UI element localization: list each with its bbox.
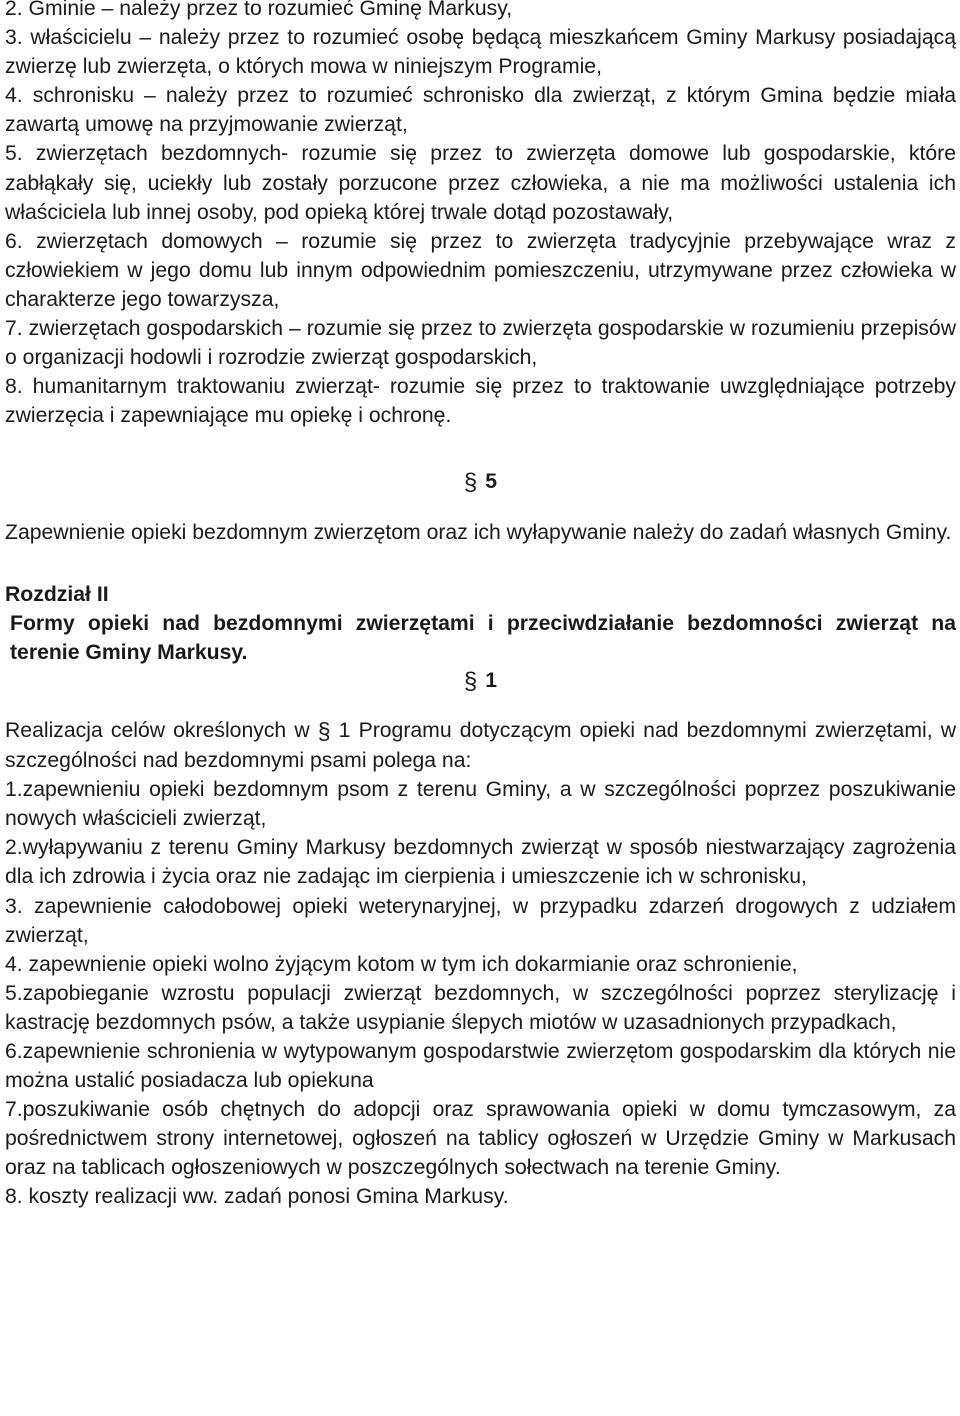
intro-text-after: 1 Programu dotyczącym opieki nad bezdomnymi zwierzętami, w szczególności nad bezdomnymi psami polega na:	[5, 718, 956, 773]
list-item: 3. zapewnienie całodobowej opieki weterynaryjnej, w przypadku zdarzeń drogowych z udziałem zwierząt,	[5, 894, 956, 947]
list-item: 5.zapobieganie wzrostu populacji zwierząt bezdomnych, w szczególności poprzez sterylizację i kastrację bezdomnych psów, a także usypianie ślepych miotów w uzasadnionych przypadkach,	[5, 981, 956, 1034]
chapter-label: Rozdział II	[5, 582, 109, 606]
definition-item: 6. zwierzętach domowych – rozumie się przez to zwierzęta tradycyjnie przebywające wraz z człowiekiem w jego domu lub innym odpowiednim pomieszczeniu, utrzymywane przez człowieka w charakterze jego towarzysza,	[5, 229, 956, 311]
chapter-title: Formy opieki nad bezdomnymi zwierzętami i przeciwdziałanie bezdomności zwierząt na terenie Gminy Markusy.	[10, 611, 956, 664]
definitions-list	[5, 0, 956, 430]
task-list	[5, 775, 956, 1211]
section-1-intro	[5, 716, 956, 775]
section-number: 5	[485, 470, 498, 494]
list-item: 6.zapewnienie schronienia w wytypowanym gospodarstwie zwierzętom gospodarskim dla których nie można ustalić posiadacza lub opiekuna	[5, 1040, 956, 1093]
section-heading-1	[5, 666, 956, 696]
list-item: 2.wyłapywaniu z terenu Gminy Markusy bezdomnych zwierząt w sposób niestwarzający zagrożenia dla ich zdrowia i życia oraz nie zadając im cierpienia i umieszczenie ich w schronisku,	[5, 836, 956, 889]
definition-item: 2. Gminie – należy przez to rozumieć Gminę Markusy,	[5, 0, 513, 20]
section-symbol: §	[463, 469, 478, 497]
section-symbol: §	[317, 717, 331, 744]
intro-text-before: Realizacja celów określonych w	[5, 718, 310, 742]
section-5-text: Zapewnienie opieki bezdomnym zwierzętom oraz ich wyłapywanie należy do zadań własnych Gminy.	[5, 520, 952, 544]
section-number: 1	[485, 668, 498, 692]
section-heading-5	[5, 467, 956, 497]
section-symbol: §	[463, 667, 478, 695]
definition-item: 8. humanitarnym traktowaniu zwierząt- rozumie się przez to traktowanie uwzględniające potrzeby zwierzęcia i zapewniające mu opiekę i ochronę.	[5, 375, 956, 428]
list-item: 8. koszty realizacji ww. zadań ponosi Gmina Markusy.	[5, 1185, 509, 1209]
definition-item: 4. schronisku – należy przez to rozumieć schronisko dla zwierząt, z którym Gmina będzie miała zawartą umowę na przyjmowanie zwierząt,	[5, 84, 956, 137]
list-item: 1.zapewnieniu opieki bezdomnym psom z terenu Gminy, a w szczególności poprzez poszukiwanie nowych właścicieli zwierząt,	[5, 778, 956, 831]
list-item: 4. zapewnienie opieki wolno żyjącym kotom w tym ich dokarmianie oraz schronienie,	[5, 952, 798, 976]
definition-item: 3. właścicielu – należy przez to rozumieć osobę będącą mieszkańcem Gminy Markusy posiadającą zwierzę lub zwierzęta, o których mowa w niniejszym Programie,	[5, 26, 956, 79]
definition-item: 7. zwierzętach gospodarskich – rozumie się przez to zwierzęta gospodarskie w rozumieniu przepisów o organizacji hodowli i rozrodzie zwierząt gospodarskich,	[5, 317, 956, 370]
list-item: 7.poszukiwanie osób chętnych do adopcji oraz sprawowania opieki w domu tymczasowym, za pośrednictwem strony internetowej, ogłoszeń na tablicy ogłoszeń w Urzędzie Gminy w Markusach oraz na tablicach ogłoszeniowych w poszczególnych sołectwach na terenie Gminy.	[5, 1098, 956, 1180]
document-page	[5, 0, 956, 1212]
definition-item: 5. zwierzętach bezdomnych- rozumie się przez to zwierzęta domowe lub gospodarskie, które zabłąkały się, uciekły lub zostały porzucone przez człowieka, a nie ma możliwości ustalenia ich właściciela lub innej osoby, pod opieką której trwale dotąd pozostawały,	[5, 142, 956, 224]
